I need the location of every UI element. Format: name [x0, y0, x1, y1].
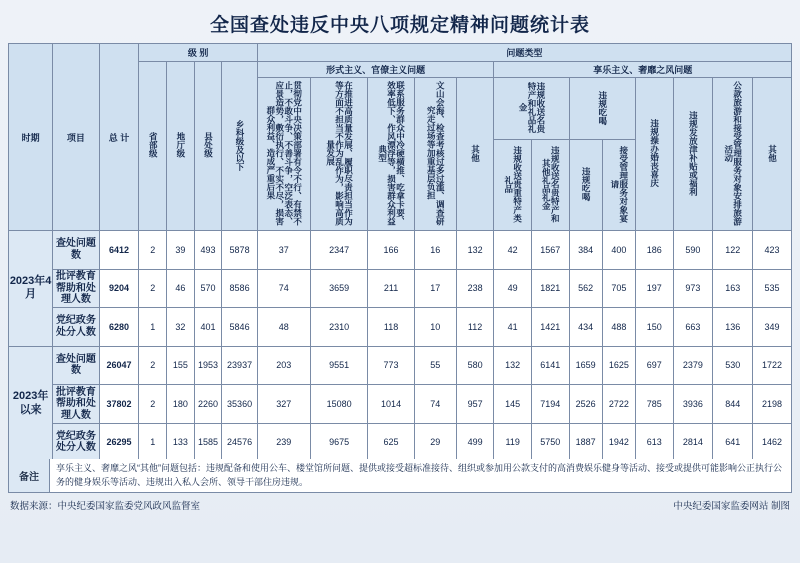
cell-formalism-other: 132	[456, 231, 494, 270]
cell-allowance: 3936	[673, 385, 713, 424]
cell-level-township: 5846	[222, 308, 257, 347]
cell-level-province: 2	[139, 385, 167, 424]
table-row	[9, 423, 792, 462]
row-item-label: 查处问题数	[53, 346, 99, 385]
cell-level-county: 1585	[194, 423, 222, 462]
cell-drink-2: 705	[602, 269, 635, 308]
cell-gift-1: 145	[494, 385, 532, 424]
cell-formalism-3: 118	[368, 308, 414, 347]
cell-formalism-3: 1014	[368, 385, 414, 424]
cell-gift-1: 41	[494, 308, 532, 347]
cell-level-bureau: 155	[167, 346, 195, 385]
cell-formalism-1: 203	[257, 346, 310, 385]
header-formalism-other: 其他	[456, 78, 494, 231]
cell-total: 37802	[99, 385, 139, 424]
cell-drink-1: 434	[569, 308, 602, 347]
header-gift-group: 违规收送名贵特产和礼品礼金	[494, 78, 569, 140]
cell-level-township: 8586	[222, 269, 257, 308]
cell-allowance: 2814	[673, 423, 713, 462]
header-level-county: 县处级	[194, 62, 222, 231]
credit: 中央纪委国家监委网站 制图	[673, 501, 790, 512]
table-row	[9, 308, 792, 347]
cell-total: 6280	[99, 308, 139, 347]
cell-level-bureau: 46	[167, 269, 195, 308]
header-drink-group: 违规吃喝	[569, 78, 635, 140]
cell-drink-2: 2722	[602, 385, 635, 424]
cell-travel: 641	[713, 423, 753, 462]
cell-formalism-other: 112	[456, 308, 494, 347]
cell-allowance: 663	[673, 308, 713, 347]
header-wedding-funeral: 违规操办婚丧喜庆	[635, 78, 673, 231]
cell-level-bureau: 180	[167, 385, 195, 424]
cell-formalism-2: 15080	[310, 385, 368, 424]
cell-drink-2: 1942	[602, 423, 635, 462]
cell-formalism-4: 16	[414, 231, 456, 270]
cell-hedonism-other: 1462	[753, 423, 792, 462]
cell-formalism-4: 17	[414, 269, 456, 308]
cell-travel: 136	[713, 308, 753, 347]
header-level-township: 乡科级及以下	[222, 62, 257, 231]
header-formalism-col-3: 联系服务群众中冷硬横推、吃拿卡要、效率低下、作风漂浮等，损害群众利益典型	[368, 78, 414, 231]
row-item-label: 党纪政务处分人数	[53, 308, 99, 347]
header-hedonism-other: 其他	[753, 78, 792, 231]
header-formalism-group: 形式主义、官僚主义问题	[257, 62, 494, 78]
cell-level-bureau: 32	[167, 308, 195, 347]
cell-gift-1: 119	[494, 423, 532, 462]
cell-drink-1: 1659	[569, 346, 602, 385]
cell-hedonism-other: 535	[753, 269, 792, 308]
cell-hedonism-other: 349	[753, 308, 792, 347]
table-row	[9, 269, 792, 308]
header-hedonism-group: 享乐主义、奢靡之风问题	[494, 62, 792, 78]
cell-formalism-2: 2310	[310, 308, 368, 347]
cell-level-bureau: 39	[167, 231, 195, 270]
footer	[8, 493, 792, 512]
cell-formalism-3: 211	[368, 269, 414, 308]
statistics-table	[8, 43, 792, 459]
cell-travel: 530	[713, 346, 753, 385]
cell-allowance: 590	[673, 231, 713, 270]
row-period-2: 2023年以来	[9, 346, 53, 462]
cell-travel: 844	[713, 385, 753, 424]
header-level-bureau: 地厅级	[167, 62, 195, 231]
cell-total: 6412	[99, 231, 139, 270]
note-text: 享乐主义、奢靡之风“其他”问题包括：违规配备和使用公车、楼堂馆所问题、提供或接受超标准接待、组织或参加用公款支付的高消费娱乐健身等活动、接受或提供可能影响公正执行公务的健身娱乐等活动、违规出入私人会所、领导干部住房违规。	[56, 463, 782, 487]
data-source: 数据来源：中央纪委国家监委党风政风监督室	[10, 501, 201, 512]
header-problem-type-group: 问题类型	[257, 44, 791, 62]
row-item-label: 批评教育帮助和处理人数	[53, 385, 99, 424]
cell-wedding-funeral: 785	[635, 385, 673, 424]
cell-hedonism-other: 1722	[753, 346, 792, 385]
row-item-label: 批评教育帮助和处理人数	[53, 269, 99, 308]
cell-formalism-3: 166	[368, 231, 414, 270]
cell-level-township: 23937	[222, 346, 257, 385]
cell-level-county: 401	[194, 308, 222, 347]
header-public-funded-travel: 公款旅游和接受管理服务对象安排旅游活动	[713, 78, 753, 231]
header-total: 总 计	[99, 44, 139, 231]
cell-level-province: 1	[139, 308, 167, 347]
cell-formalism-other: 580	[456, 346, 494, 385]
cell-level-township: 5878	[222, 231, 257, 270]
header-formalism-col-1: 贯彻党中央决策部署有令不行、有禁不止，不敢斗争、不善斗争，空泛表态、应景造势，敷衍执行、不实不尽，损害群众利益、造成严重后果	[257, 78, 310, 231]
cell-formalism-2: 9675	[310, 423, 368, 462]
cell-formalism-3: 625	[368, 423, 414, 462]
cell-allowance: 2379	[673, 346, 713, 385]
note-label: 备注	[9, 459, 50, 492]
cell-wedding-funeral: 613	[635, 423, 673, 462]
cell-drink-2: 1625	[602, 346, 635, 385]
cell-formalism-2: 2347	[310, 231, 368, 270]
header-period: 时期	[9, 44, 53, 231]
header-level-province: 省部级	[139, 62, 167, 231]
cell-formalism-4: 10	[414, 308, 456, 347]
header-allowance: 违规发放津补贴或福利	[673, 78, 713, 231]
cell-gift-1: 132	[494, 346, 532, 385]
cell-drink-2: 400	[602, 231, 635, 270]
cell-level-township: 24576	[222, 423, 257, 462]
cell-level-county: 1953	[194, 346, 222, 385]
table-row	[9, 231, 792, 270]
cell-wedding-funeral: 697	[635, 346, 673, 385]
cell-formalism-2: 9551	[310, 346, 368, 385]
table-row	[9, 346, 792, 385]
cell-level-county: 570	[194, 269, 222, 308]
cell-level-province: 2	[139, 346, 167, 385]
page-title: 全国查处违反中央八项规定精神问题统计表	[209, 15, 590, 36]
cell-level-township: 35360	[222, 385, 257, 424]
cell-formalism-other: 499	[456, 423, 494, 462]
row-item-label: 党纪政务处分人数	[53, 423, 99, 462]
cell-formalism-3: 773	[368, 346, 414, 385]
cell-gift-2: 1821	[531, 269, 569, 308]
cell-wedding-funeral: 150	[635, 308, 673, 347]
cell-drink-1: 562	[569, 269, 602, 308]
header-formalism-col-4: 文山会海、检查考核过多过滥、调查研究走过场等加重基层负担	[414, 78, 456, 231]
header-level-group: 级 别	[139, 44, 257, 62]
cell-formalism-other: 238	[456, 269, 494, 308]
cell-level-bureau: 133	[167, 423, 195, 462]
cell-wedding-funeral: 186	[635, 231, 673, 270]
row-item-label: 查处问题数	[53, 231, 99, 270]
header-gift-sub-2: 违规收送名贵特产和其他礼品礼金	[531, 140, 569, 231]
cell-formalism-2: 3659	[310, 269, 368, 308]
table-row	[9, 385, 792, 424]
cell-hedonism-other: 2198	[753, 385, 792, 424]
cell-formalism-1: 74	[257, 269, 310, 308]
cell-drink-2: 488	[602, 308, 635, 347]
cell-level-county: 493	[194, 231, 222, 270]
header-drink-sub-1: 违规吃喝	[569, 140, 602, 231]
cell-level-province: 2	[139, 231, 167, 270]
cell-level-province: 2	[139, 269, 167, 308]
header-item: 项目	[53, 44, 99, 231]
cell-gift-2: 1421	[531, 308, 569, 347]
cell-drink-1: 1887	[569, 423, 602, 462]
header-drink-sub-2: 接受管理服务对象宴请	[602, 140, 635, 231]
cell-formalism-1: 37	[257, 231, 310, 270]
cell-formalism-4: 55	[414, 346, 456, 385]
cell-gift-1: 49	[494, 269, 532, 308]
cell-formalism-1: 239	[257, 423, 310, 462]
cell-allowance: 973	[673, 269, 713, 308]
cell-level-province: 1	[139, 423, 167, 462]
cell-gift-1: 42	[494, 231, 532, 270]
cell-hedonism-other: 423	[753, 231, 792, 270]
cell-wedding-funeral: 197	[635, 269, 673, 308]
cell-formalism-4: 74	[414, 385, 456, 424]
note-row	[8, 459, 792, 493]
cell-drink-1: 384	[569, 231, 602, 270]
cell-travel: 163	[713, 269, 753, 308]
cell-level-county: 2260	[194, 385, 222, 424]
header-formalism-col-2: 在推进高质量发展、履职尽责担当作为等方面不担当不作为乱作为，影响高质量发展	[310, 78, 368, 231]
cell-drink-1: 2526	[569, 385, 602, 424]
cell-formalism-other: 957	[456, 385, 494, 424]
cell-gift-2: 7194	[531, 385, 569, 424]
cell-gift-2: 5750	[531, 423, 569, 462]
cell-total: 9204	[99, 269, 139, 308]
cell-formalism-1: 327	[257, 385, 310, 424]
cell-total: 26295	[99, 423, 139, 462]
header-gift-sub-1: 违规收送贵重特产类礼品	[494, 140, 532, 231]
cell-total: 26047	[99, 346, 139, 385]
cell-travel: 122	[713, 231, 753, 270]
cell-formalism-4: 29	[414, 423, 456, 462]
cell-gift-2: 6141	[531, 346, 569, 385]
row-period-1: 2023年4月	[9, 231, 53, 347]
cell-gift-2: 1567	[531, 231, 569, 270]
cell-formalism-1: 48	[257, 308, 310, 347]
